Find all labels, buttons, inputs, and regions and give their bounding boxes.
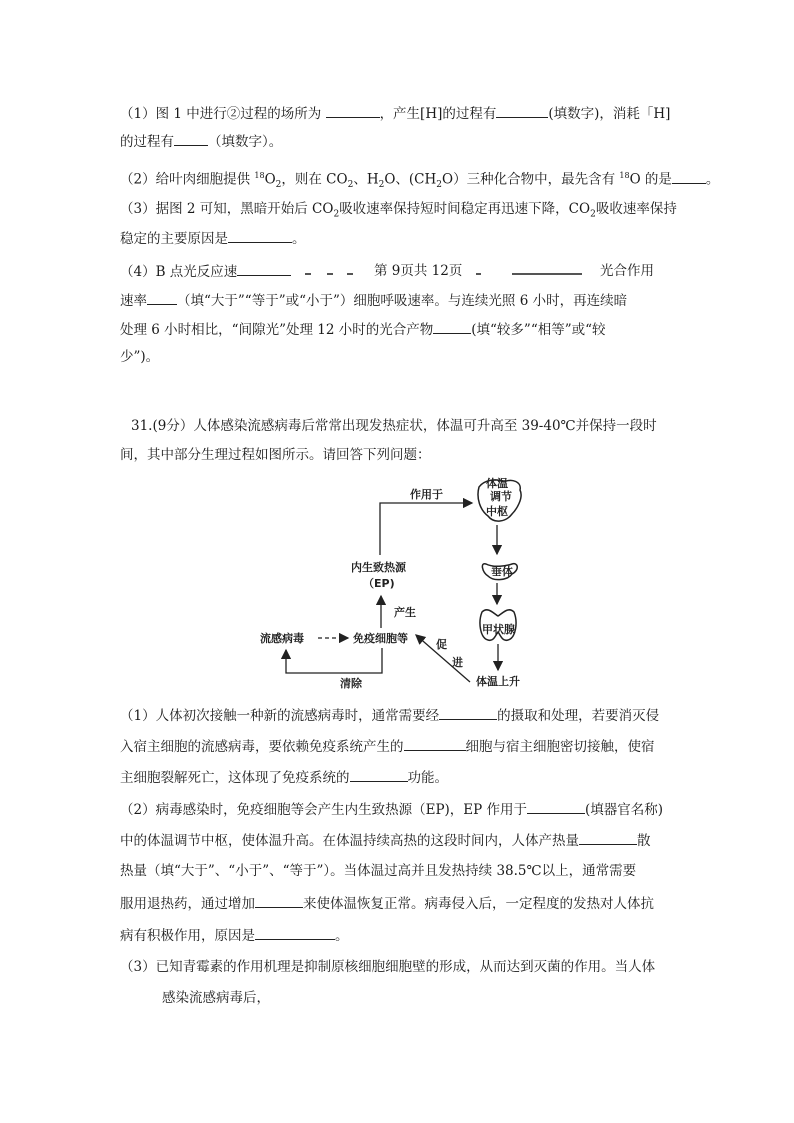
label-ep-source: 内生致热源 [351,561,406,574]
scan-smear [327,273,333,275]
q31-p3-line2: 感染流感病毒后， [162,990,270,1006]
q31-p1-line1: （1）人体初次接触一种新的流感病毒时，通常需要经 的摄取和处理，若要消灭侵 [120,708,660,724]
label-promote-2: 进 [452,656,463,669]
q31-p2-line1: （2）病毒感染时，免疫细胞等会产生内生致热源（EP)，EP 作用于 (填器官名称) [120,802,664,818]
answer-blank[interactable] [496,104,548,118]
answer-blank[interactable] [255,894,303,908]
answer-blank[interactable] [527,800,585,814]
label-immune-cells: 免疫细胞等 [353,632,408,645]
answer-blank[interactable] [147,291,177,305]
q31-intro-line2: 间，其中部分生理过程如图所示。请回答下列问题： [120,447,431,463]
label-thyroid: 甲状腺 [482,623,515,636]
q30-p4-line1: （4）B 点光反应速 [120,262,291,281]
label-center-2: 调节 [490,490,512,503]
answer-blank[interactable] [439,706,497,720]
q30-p3-line2: 稳定的主要原因是 。 [120,231,306,247]
scan-smear [347,273,353,275]
arrow-clear [286,648,382,673]
label-promote-1: 促 [436,638,447,651]
answer-blank[interactable] [174,132,208,146]
answer-blank[interactable] [237,262,291,276]
q31-intro-line1: 31.(9分）人体感染流感病毒后常常出现发热症状，体温可升高至 39-40℃并保持一段时 [131,418,657,434]
q30-p4-line4: 少”)。 [120,349,160,365]
answer-blank[interactable] [255,926,335,940]
q30-p2-line1: （2）给叶肉细胞提供 $^{18}O_2$，则在 $CO_2$、$H_2O$、$(CH_2O)$三种化合物中，最先含有 $^{18}$O 的是 。 [120,171,720,191]
label-acts-on: 作用于 [410,488,443,501]
label-ep: （EP) [363,577,395,590]
label-center-1: 体温 [486,477,508,490]
label-pituitary: 垂体 [491,565,513,578]
label-flu-virus: 流感病毒 [260,632,304,645]
q30-p4-line2: 速率 （填“大于”“等于”或“小于”）细胞呼吸速率。与连续光照 6 小时，再连续暗 [120,293,628,309]
q30-p4-line3: 处理 6 小时相比，“间隙光”处理 12 小时的光合产物 (填“较多”“相等”或“较 [120,322,606,338]
q31-p2-line2: 中的体温调节中枢，使体温升高。在体温持续高热的这段时间内，人体产热量 散 [120,833,651,849]
answer-blank[interactable] [579,831,637,845]
q31-p1-line2: 入宿主细胞的流感病毒，要依赖免疫系统产生的 细胞与宿主细胞密切接触，使宿 [120,739,655,755]
fever-regulation-diagram [250,470,550,695]
q30-p4-line1-end: 光合作用 [600,263,654,279]
scan-smear [476,273,481,275]
answer-blank[interactable] [326,104,380,118]
label-temp-rise: 体温上升 [476,675,520,688]
answer-blank[interactable] [433,320,471,334]
label-center-3: 中枢 [486,505,508,518]
label-clear: 清除 [340,677,362,690]
q30-p1-line2: 的过程有 （填数字）。 [120,134,283,150]
q31-p2-line5: 病有积极作用，原因是 。 [120,928,349,944]
answer-blank[interactable] [350,768,408,782]
answer-blank[interactable] [228,229,292,243]
q31-p2-line3: 热量（填“大于”、“小于”、“等于”）。当体温过高并且发热持续 38.5℃以上，通常需要 [120,863,637,879]
q31-p2-line4: 服用退热药，通过增加 来使体温恢复正常。病毒侵入后，一定程度的发热对人体抗 [120,896,654,912]
arrow-acts-on [380,503,472,555]
scan-smear [512,273,582,275]
scan-smear [305,273,311,275]
q31-p3-line1: （3）已知青霉素的作用机理是抑制原核细胞细胞壁的形成，从而达到灭菌的作用。当人体 [120,959,656,975]
page-number: 第 9页共 12页 [372,259,464,279]
answer-blank[interactable] [404,737,466,751]
q30-p1-line1: （1）图 1 中进行②过程的场所为 ，产生[H]的过程有 (填数字)，消耗「H] [120,106,671,122]
label-produce: 产生 [394,606,416,619]
q31-p1-line3: 主细胞裂解死亡，这体现了免疫系统的 功能。 [120,770,448,786]
q30-p3-line1: （3）据图 2 可知，黑暗开始后 $CO_2$吸收速率保持短时间稳定再迅速下降，$CO_2$吸收速率保持 [120,201,677,220]
answer-blank[interactable] [672,170,706,184]
